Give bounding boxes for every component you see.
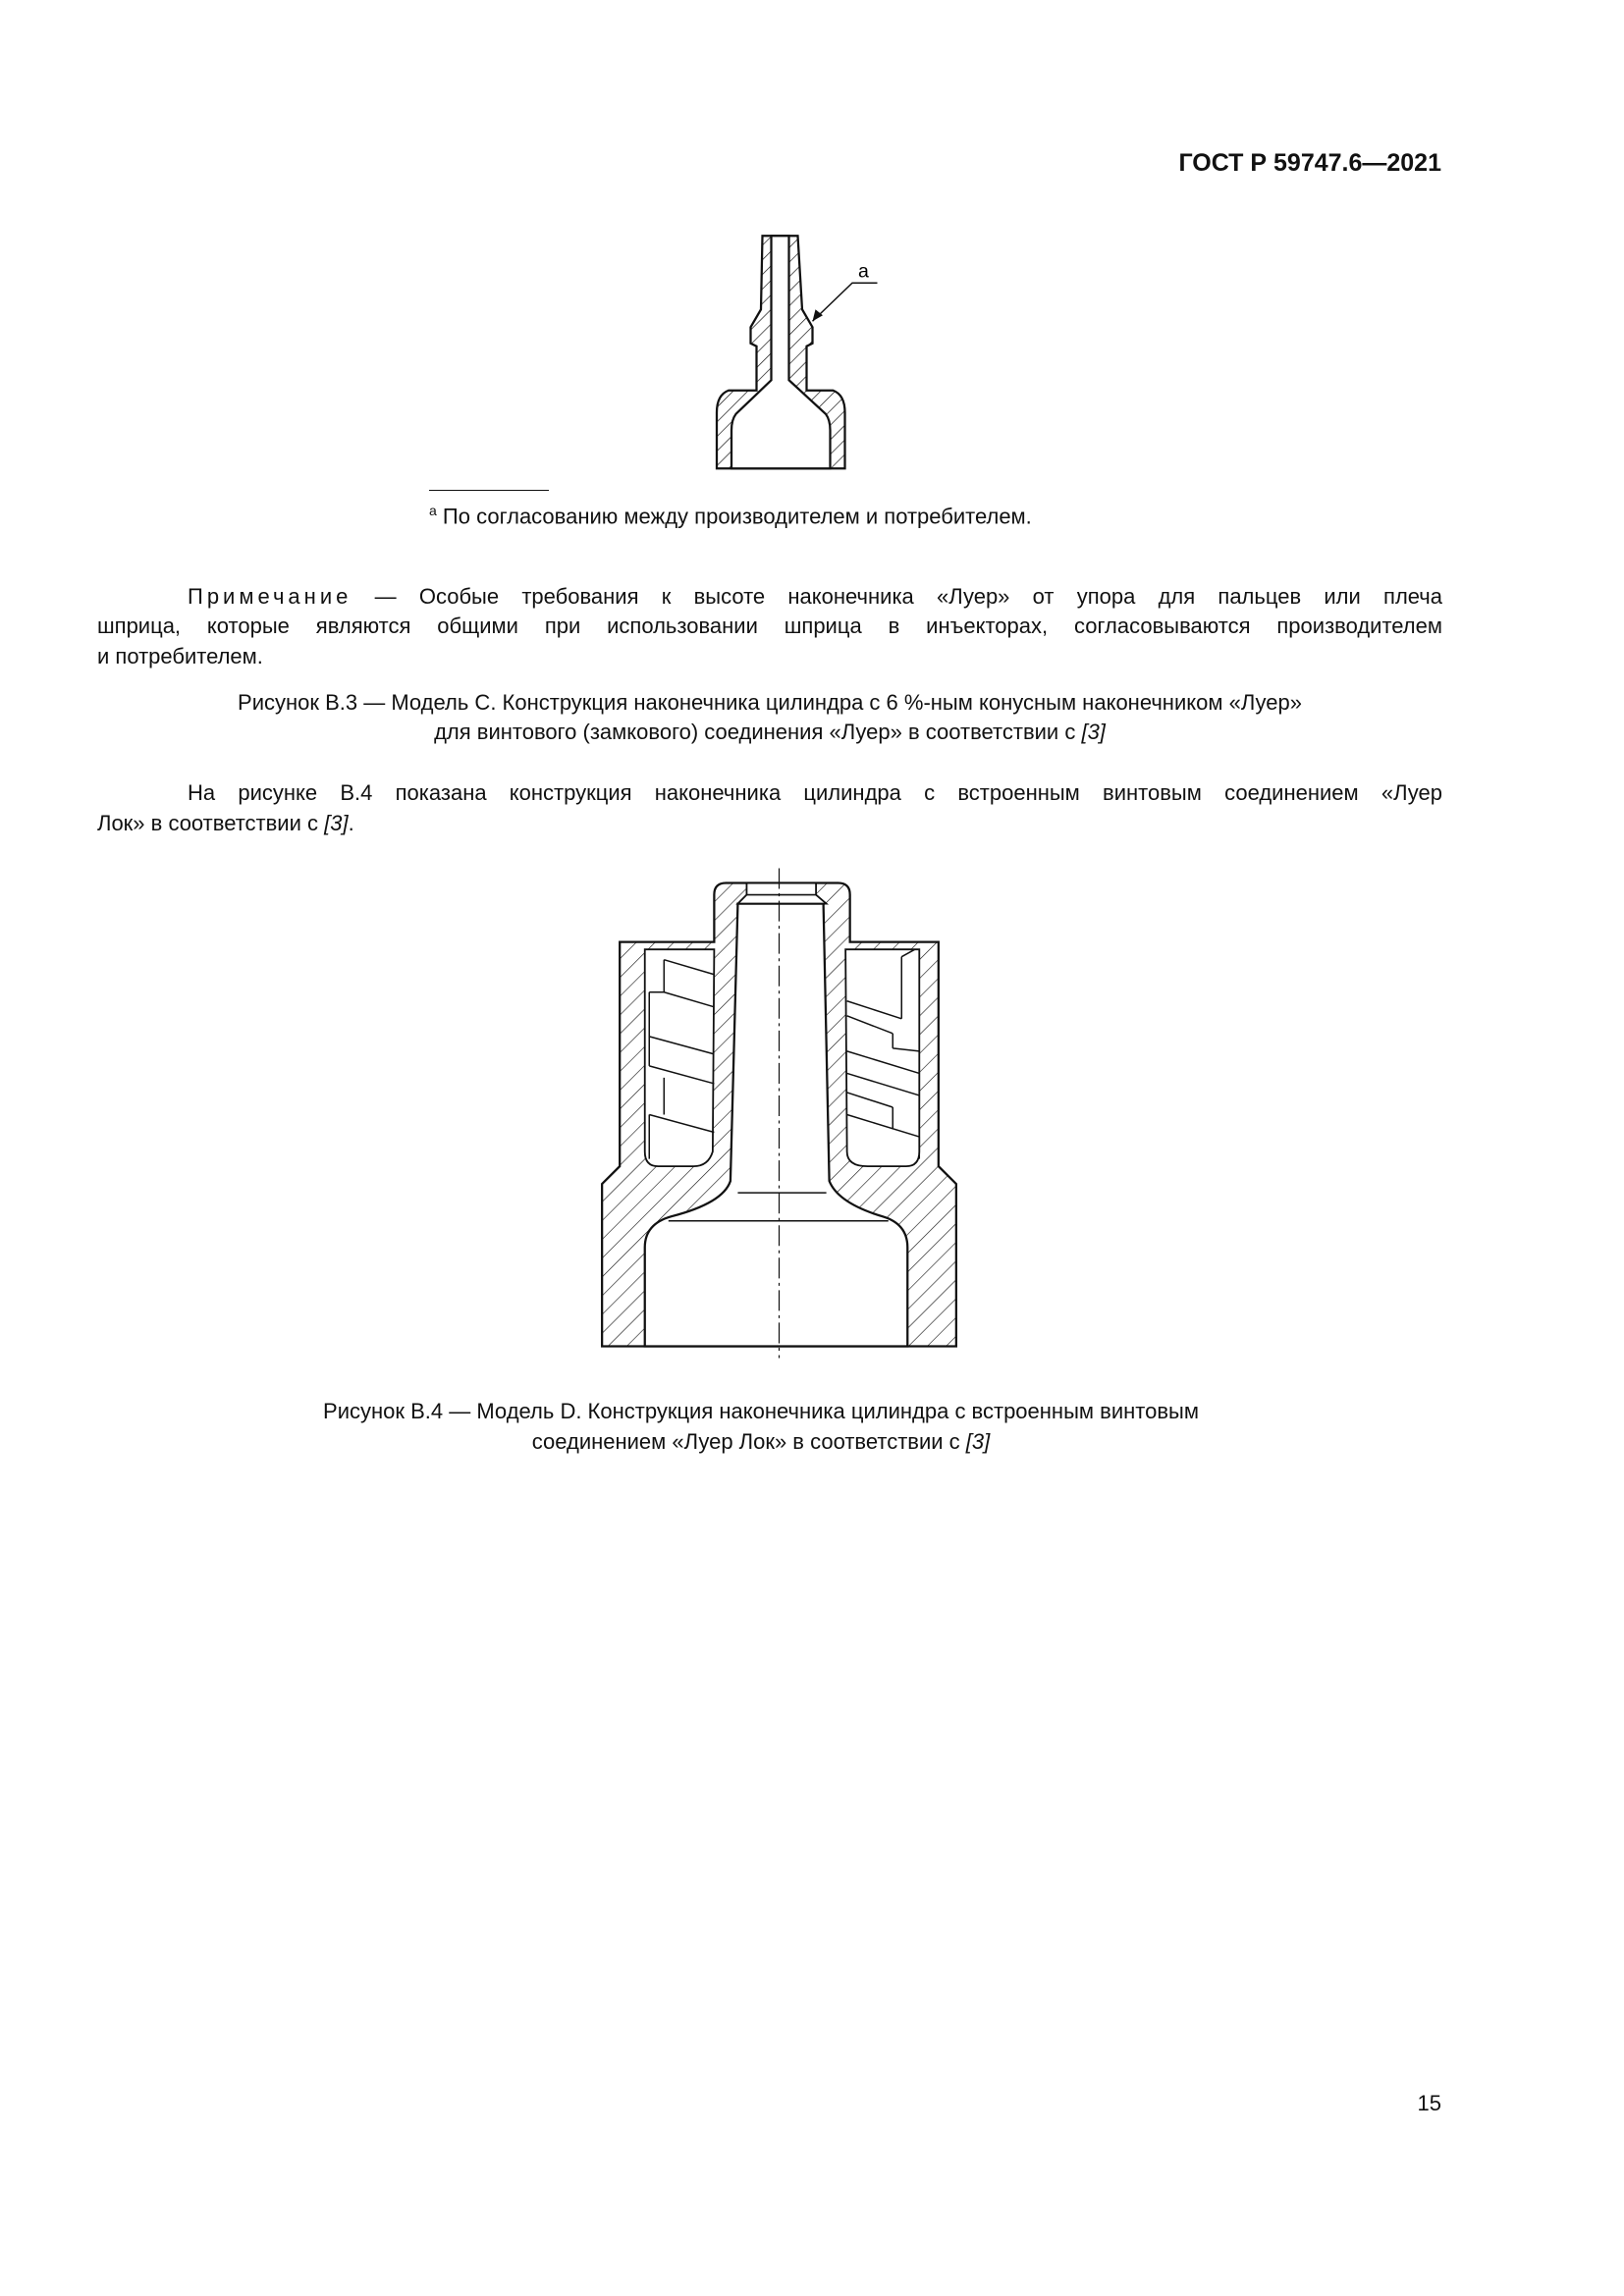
thread-gap-left: [645, 949, 715, 1166]
bore: [731, 236, 831, 468]
document-id-header: ГОСТ Р 59747.6—2021: [1178, 149, 1441, 177]
footnote-text: По согласованию между производителем и потребителем.: [442, 504, 1032, 529]
note-line-1: [97, 581, 1442, 612]
top-opening: [737, 883, 826, 904]
footnote: [429, 503, 1032, 529]
paragraph-end: .: [348, 811, 354, 835]
figure-b4-caption-2: [236, 1426, 1286, 1457]
note-text-1: Особые требования к высоте наконечника «Луер» от упора для пальцев или плеча: [418, 584, 1442, 609]
footnote-marker: a: [429, 503, 437, 518]
reference-link: [3]: [324, 811, 349, 835]
figure-b4-drawing: [590, 864, 959, 1365]
note-line-3: и потребителем.: [97, 644, 263, 668]
paragraph-line-1: [97, 777, 1442, 808]
footnote-rule: [429, 490, 549, 491]
figure-b3-caption-2: [97, 717, 1442, 747]
paragraph-line-2: [97, 808, 1442, 838]
paragraph-text-1: На рисунке В.4 показана конструкция наконечника цилиндра с встроенным винтовым соединением «Луер: [188, 780, 1442, 805]
arrow-icon: [813, 309, 824, 321]
reference-link: [3]: [965, 1429, 991, 1454]
figure-b3-caption-1: Рисунок В.3 — Модель С. Конструкция наконечника цилиндра с 6 %-ным конусным наконечником «Луер»: [238, 690, 1302, 715]
callout-label: a: [858, 260, 869, 283]
caption-text: для винтового (замкового) соединения «Луер» в соответствии с: [434, 720, 1082, 744]
note-dash: —: [374, 584, 397, 609]
reference-link: [3]: [1081, 720, 1106, 744]
caption-text: соединением «Луер Лок» в соответствии с: [531, 1429, 966, 1454]
paragraph-text-2: Лок» в соответствии с: [97, 811, 325, 835]
page-number: 15: [1417, 2091, 1441, 2115]
note-label: Примечание: [188, 584, 352, 609]
note-line-2: шприца, которые являются общими при использовании шприца в инъекторах, согласовываются производителем: [97, 614, 1442, 638]
figure-b3-drawing: [693, 221, 899, 479]
figure-b4-caption-1: Рисунок В.4 — Модель D. Конструкция наконечника цилиндра с встроенным винтовым: [323, 1399, 1199, 1423]
